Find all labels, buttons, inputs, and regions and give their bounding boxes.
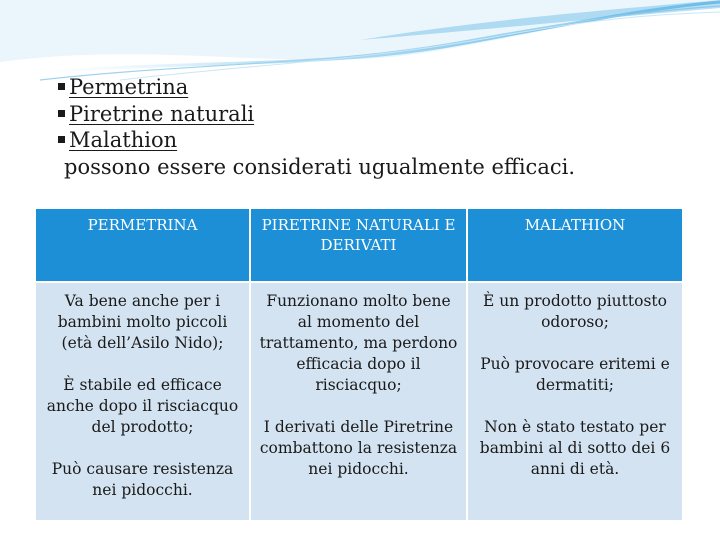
bullet-item-malathion xyxy=(58,127,575,154)
bullet-label: Permetrina xyxy=(69,75,189,99)
square-bullet-icon xyxy=(58,83,65,90)
bullet-item-permetrina xyxy=(58,74,575,101)
cell-paragraph: È un prodotto piuttosto odoroso; xyxy=(483,292,667,331)
cell-paragraph: Non è stato testato per bambini al di sotto dei 6 anni di età. xyxy=(479,418,671,478)
cell-paragraph: Può causare resistenza nei pidocchi. xyxy=(51,460,234,499)
square-bullet-icon xyxy=(58,110,65,117)
cell-paragraph: Va bene anche per i bambini molto piccoli (età dell’Asilo Nido); xyxy=(57,292,228,352)
cell-paragraph: Funzionano molto bene al momento del trattamento, ma perdono efficacia dopo il risciacquo; xyxy=(259,292,458,394)
cell-paragraph: Può provocare eritemi e dermatiti; xyxy=(480,355,670,394)
bullet-list xyxy=(58,74,575,180)
header-piretrine: PIRETRINE NATURALI E DERIVATI xyxy=(250,208,467,282)
cell-paragraph: È stabile ed efficace anche dopo il risciacquo del prodotto; xyxy=(46,376,239,436)
header-permetrina: PERMETRINA xyxy=(35,208,250,282)
bullet-item-piretrine xyxy=(58,101,575,128)
cell-piretrine xyxy=(250,282,467,521)
bullet-label: Piretrine naturali xyxy=(69,101,255,126)
header-malathion: MALATHION xyxy=(467,208,683,282)
cell-malathion xyxy=(467,282,683,521)
cell-permetrina xyxy=(35,282,250,521)
table-row xyxy=(35,282,683,521)
cell-paragraph: I derivati delle Piretrine combattono la resistenza nei pidocchi. xyxy=(259,418,458,478)
comparison-table xyxy=(34,207,684,522)
statement-text: possono essere considerati ugualmente efficaci. xyxy=(64,154,575,179)
table-header-row xyxy=(35,208,683,282)
bullet-label: Malathion xyxy=(69,128,178,152)
square-bullet-icon xyxy=(58,136,65,143)
